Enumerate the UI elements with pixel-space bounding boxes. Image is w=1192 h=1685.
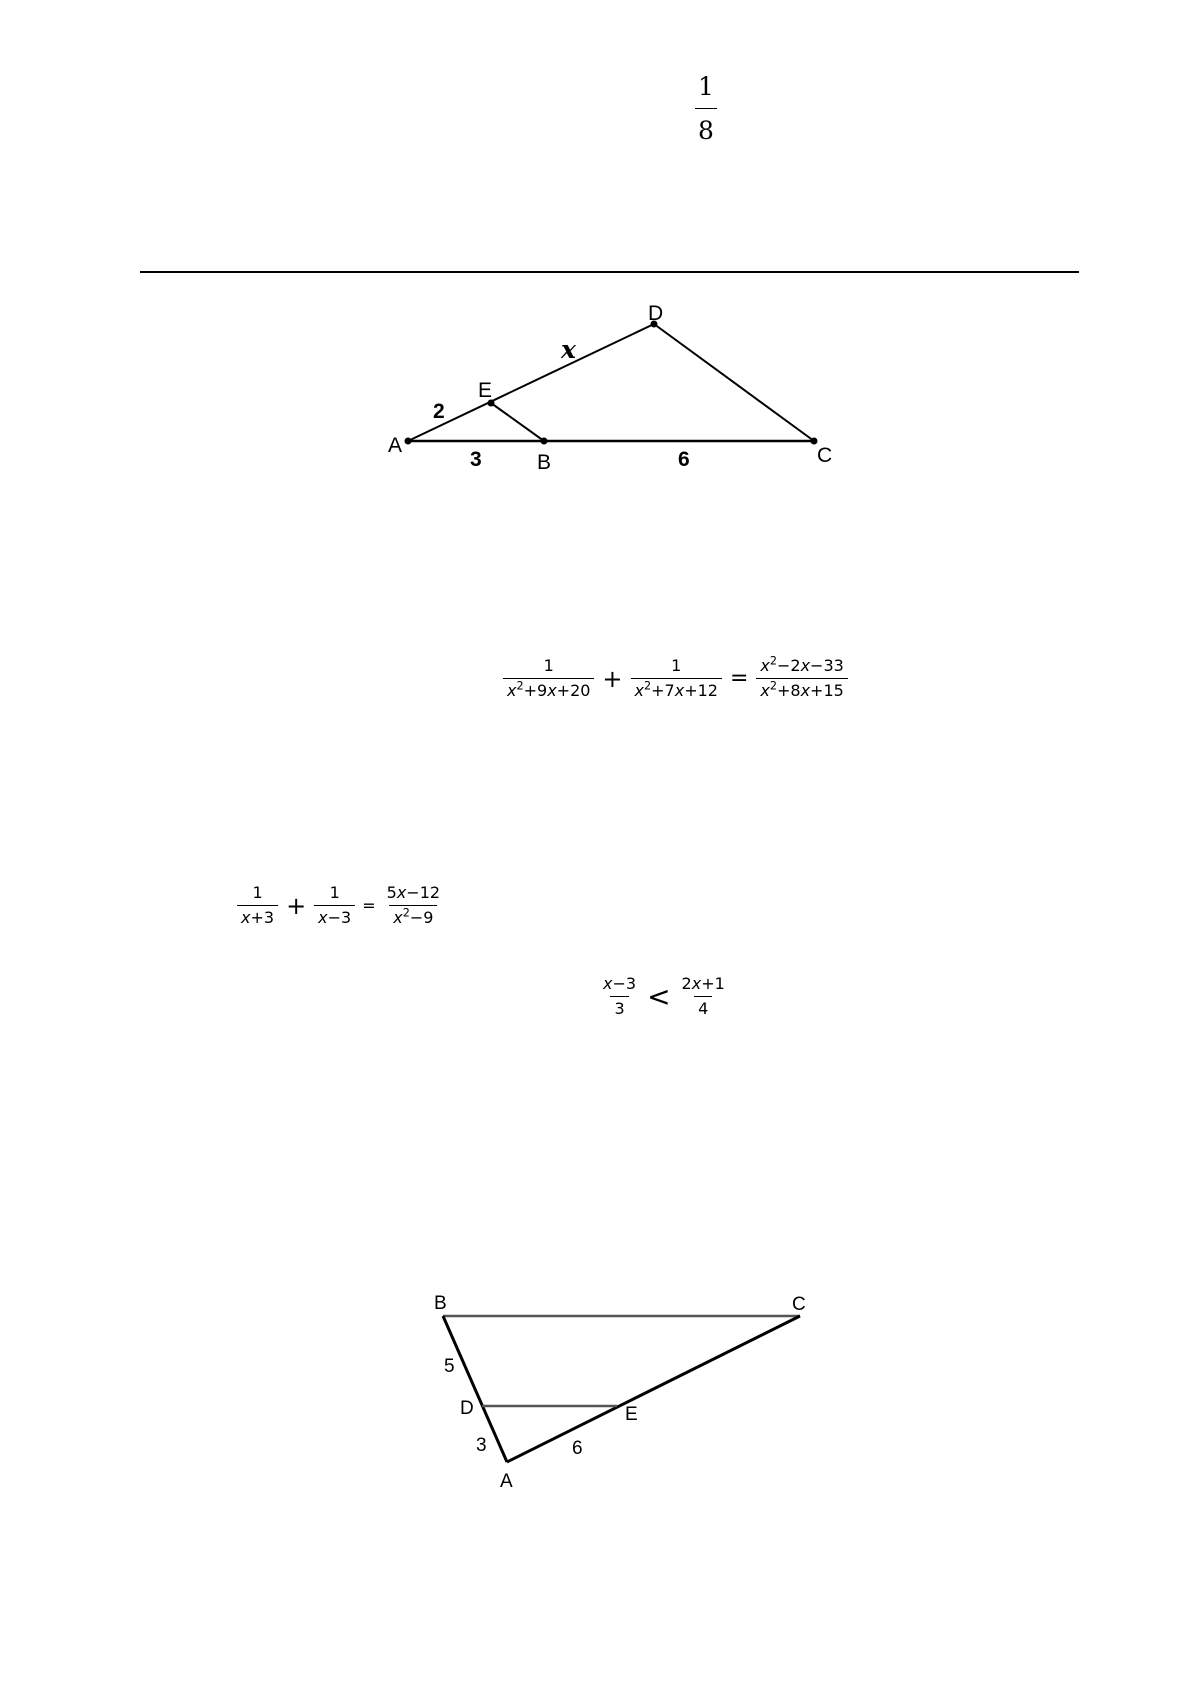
den-exponent: 2: [516, 679, 524, 693]
num-coefficient: 5: [386, 883, 397, 902]
point-e-label: E: [478, 379, 493, 402]
rational-equation-1: [500, 654, 851, 700]
rhs-numerator: [756, 654, 847, 678]
segment-ae-length: 6: [572, 1438, 583, 1459]
point-c-label: C: [792, 1294, 806, 1315]
linear-inequality: [596, 976, 732, 1017]
fraction-term-1: [237, 885, 278, 926]
den-part: −3: [327, 908, 352, 927]
den-exponent: 2: [769, 679, 777, 693]
den-exponent: 2: [402, 906, 410, 920]
rhs-denominator: [389, 905, 437, 926]
num-part: −3: [612, 974, 637, 993]
segment-da-length: 3: [476, 1435, 487, 1456]
term-2-denominator: [631, 678, 722, 699]
rhs-denominator: 4: [694, 996, 712, 1017]
num-part: −2: [776, 656, 801, 675]
lhs-denominator: 3: [610, 996, 628, 1017]
term-2-numerator: 1: [329, 883, 340, 902]
num-part: +1: [701, 974, 725, 993]
num-part: −33: [810, 656, 844, 675]
point-a-label: A: [500, 1471, 513, 1492]
fraction-denominator: 8: [695, 108, 717, 145]
num-variable: x: [396, 883, 407, 902]
den-part: −9: [409, 908, 434, 927]
point-c-label: C: [817, 444, 833, 467]
point-b-dot: [541, 438, 548, 445]
den-part: +20: [556, 681, 591, 700]
num-variable: x: [800, 656, 811, 675]
fraction-numerator: 1: [698, 72, 714, 101]
num-variable: x: [760, 656, 770, 675]
term-2-denominator: [314, 905, 355, 926]
term-1-numerator: 1: [543, 656, 554, 675]
term-1-denominator: [237, 905, 278, 926]
num-exponent: 2: [769, 654, 777, 668]
term-1-denominator: [503, 678, 594, 699]
den-exponent: 2: [644, 679, 652, 693]
segment-ad: [408, 324, 654, 441]
plus-sign: +: [286, 891, 307, 920]
point-e-label: E: [625, 1404, 638, 1425]
segment-dc: [654, 324, 814, 441]
segment-ab-length: 3: [470, 448, 482, 471]
segment-bd-length: 5: [444, 1356, 455, 1377]
segment-eb: [491, 403, 544, 441]
term-2-numerator: 1: [671, 656, 682, 675]
fraction-rhs: [678, 976, 729, 1017]
rational-equation-2: [234, 885, 447, 926]
den-variable: x: [241, 908, 251, 927]
lhs-numerator: [599, 976, 640, 996]
den-part: +7: [651, 681, 675, 700]
den-variable: x: [760, 681, 770, 700]
num-coefficient: 2: [681, 974, 692, 993]
point-b-label: B: [434, 1293, 447, 1314]
triangle-diagram-2: [434, 1293, 806, 1492]
rhs-denominator: [756, 678, 847, 699]
den-part: +8: [776, 681, 801, 700]
fraction-rhs: [383, 885, 444, 926]
den-variable: x: [393, 908, 403, 927]
fraction-term-2: [314, 885, 355, 926]
den-variable: x: [674, 681, 685, 700]
den-part: +15: [810, 681, 844, 700]
den-variable: x: [800, 681, 811, 700]
num-part: −12: [406, 883, 441, 902]
segment-ed-length: x: [561, 335, 576, 364]
triangle-diagram-1: [388, 302, 832, 474]
segment-ac: [507, 1316, 800, 1462]
fraction-term-1: [503, 658, 594, 699]
num-variable: x: [691, 974, 702, 993]
fraction-rhs: [756, 654, 847, 700]
den-variable: x: [507, 681, 517, 700]
den-part: +12: [684, 681, 718, 700]
term-1-numerator: 1: [252, 883, 263, 902]
num-variable: x: [603, 974, 613, 993]
fraction-term-2: [631, 658, 722, 699]
point-b-label: B: [537, 451, 552, 474]
point-d-label: D: [648, 302, 664, 325]
point-a-dot: [405, 438, 412, 445]
segment-ba: [443, 1316, 507, 1462]
den-part: +3: [250, 908, 275, 927]
den-part: +9: [523, 681, 548, 700]
rhs-numerator: [678, 976, 729, 996]
segment-bc-length: 6: [678, 448, 690, 471]
less-than-sign: <: [647, 979, 671, 1013]
den-variable: x: [547, 681, 557, 700]
equals-sign: =: [362, 895, 376, 915]
rhs-numerator: [383, 885, 444, 905]
den-variable: x: [318, 908, 328, 927]
den-variable: x: [634, 681, 644, 700]
fraction-lhs: [599, 976, 640, 1017]
segment-ae-length: 2: [433, 400, 445, 423]
point-a-label: A: [388, 434, 403, 457]
equals-sign: =: [729, 665, 749, 691]
plus-sign: +: [602, 664, 623, 693]
point-d-label: D: [460, 1398, 474, 1419]
